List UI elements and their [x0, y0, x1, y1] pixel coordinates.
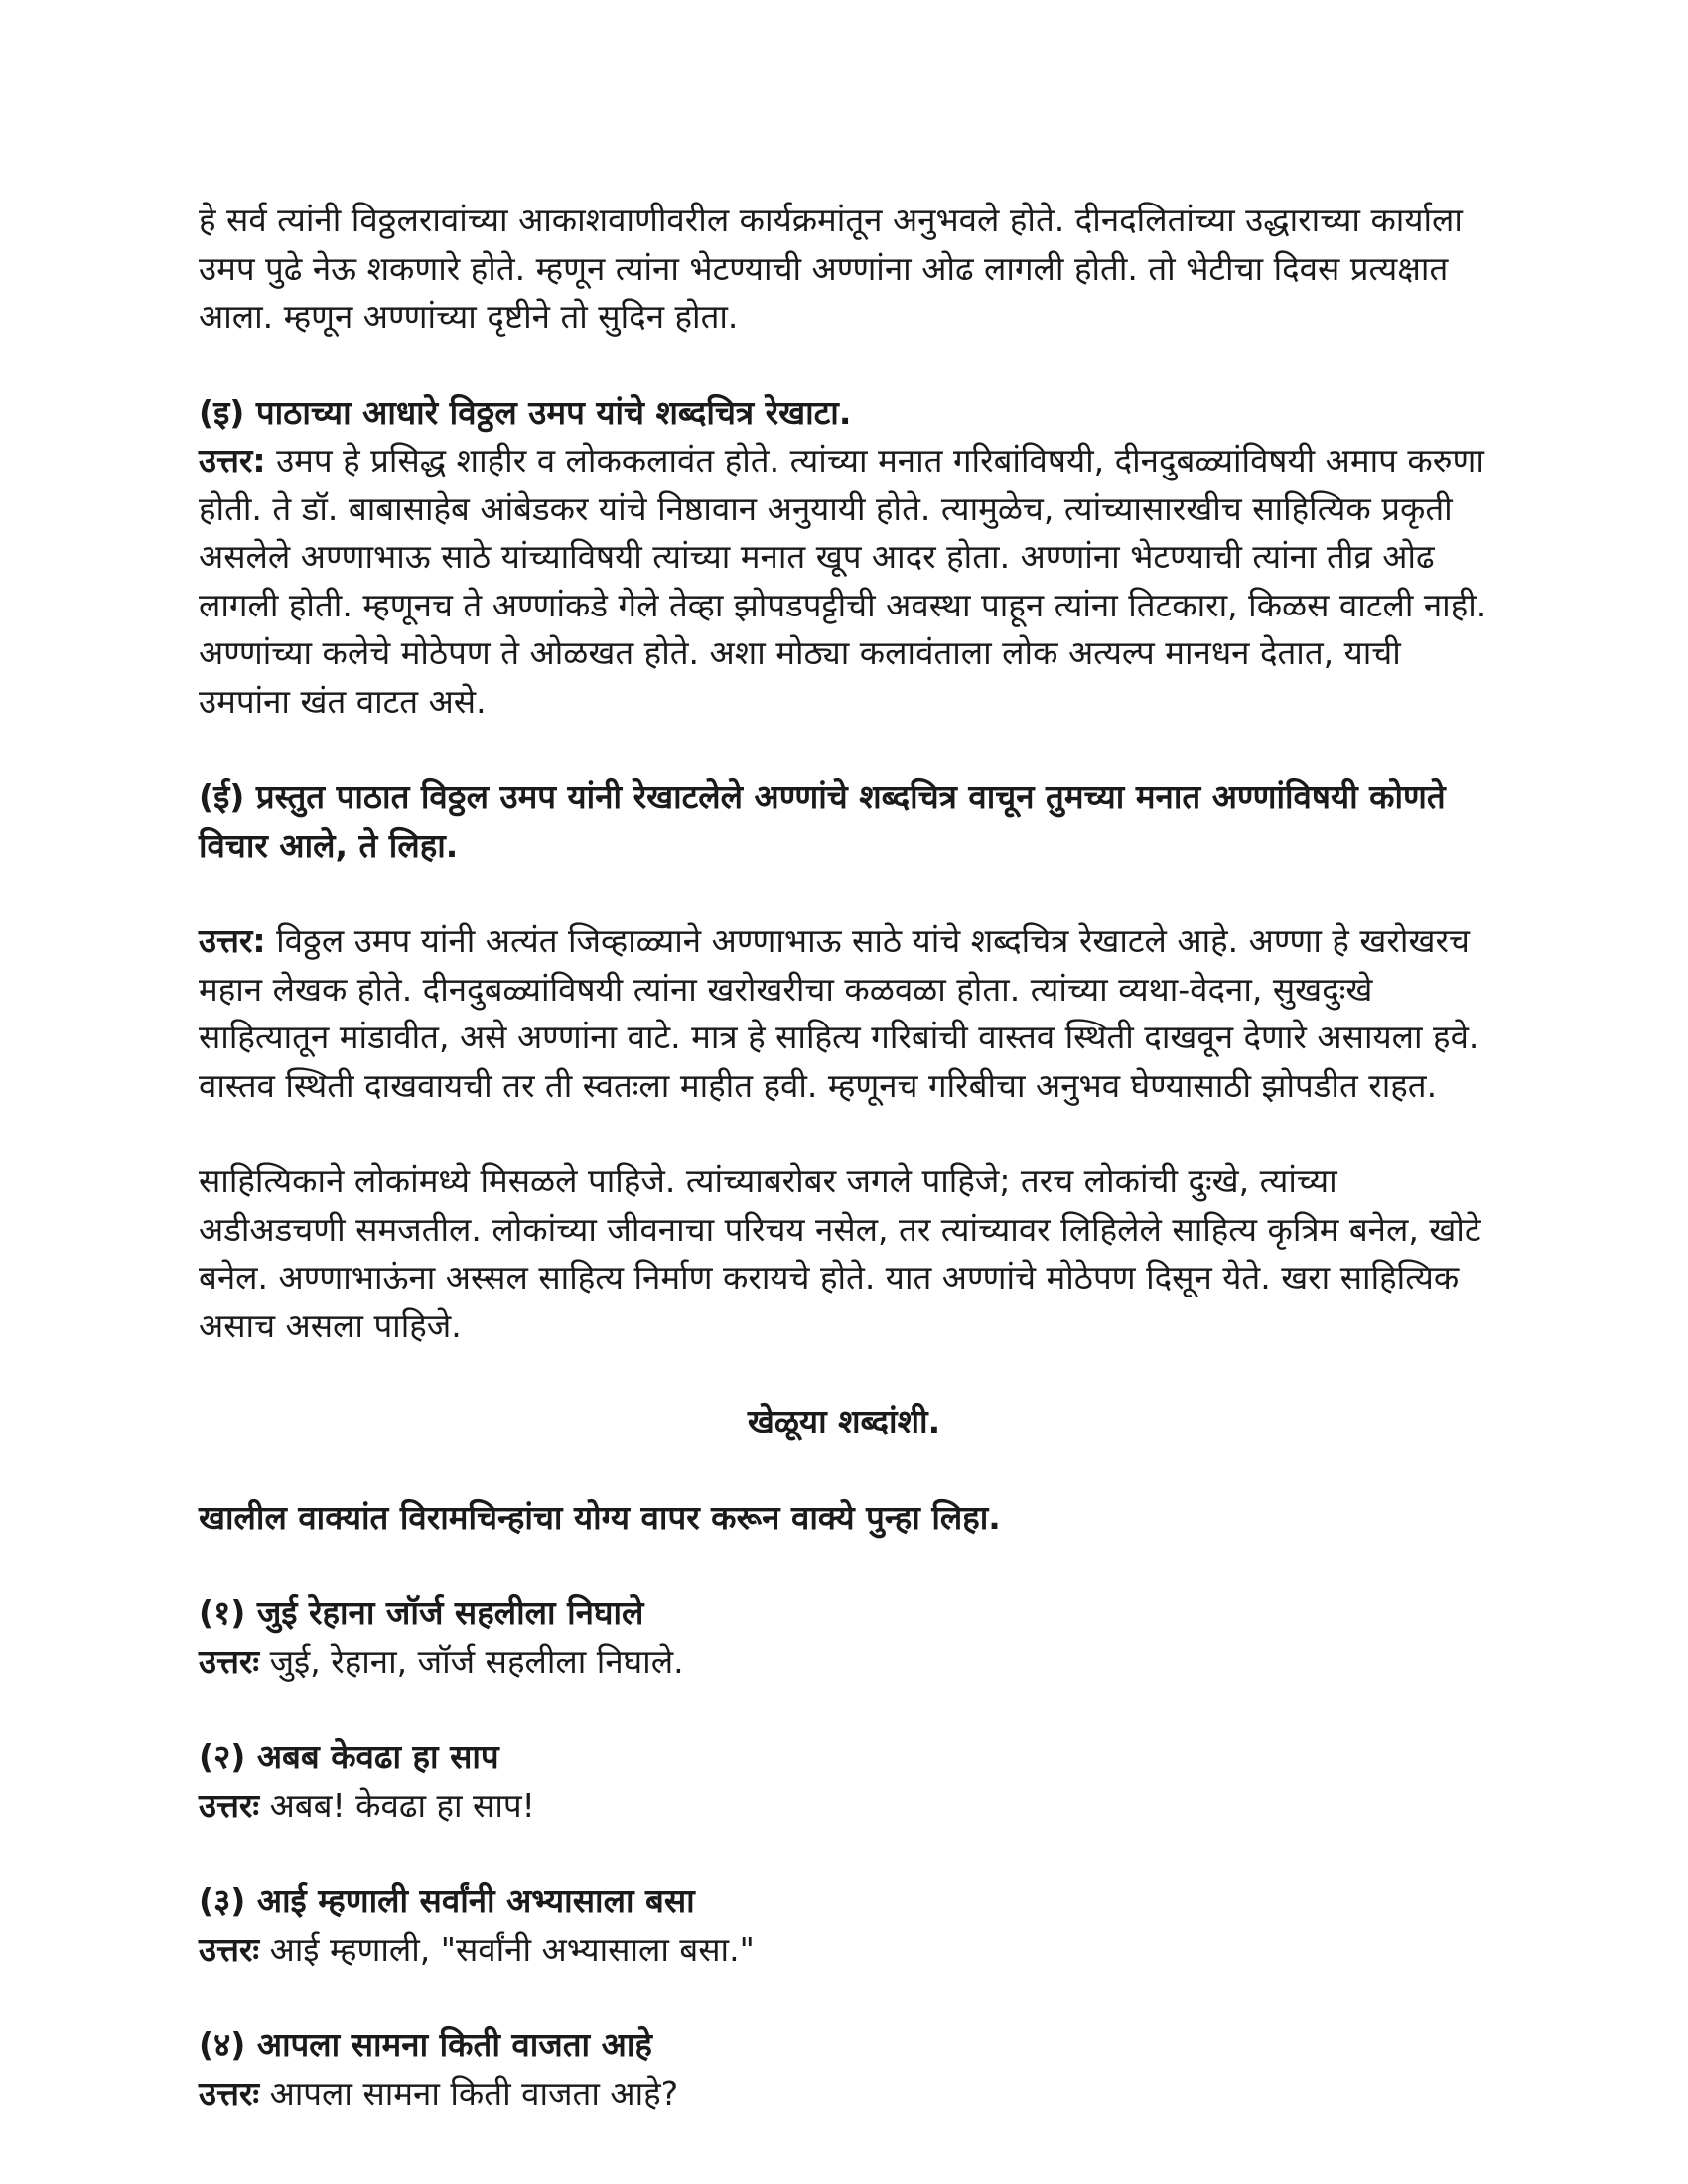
instruction: खालील वाक्यांत विरामचिन्हांचा योग्य वापर करून वाक्ये पुन्हा लिहा.	[199, 1497, 1001, 1537]
exercise-3-question: (३) आई म्हणाली सर्वांनी अभ्यासाला बसा	[199, 1881, 695, 1920]
document-page	[199, 197, 1489, 2117]
section-title: खेळूया शब्दांशी.	[747, 1402, 941, 1440]
answer-label: उत्तरः	[199, 1785, 260, 1825]
exercise-2-question: (२) अबब केवढा हा साप	[199, 1737, 499, 1776]
exercise-1-answer-text: जुई, रेहाना, जॉर्ज सहलीला निघाले.	[269, 1641, 684, 1681]
exercise-2-answer	[199, 1782, 1489, 1831]
exercise-1-answer	[199, 1638, 1489, 1687]
answer-3	[199, 437, 1489, 726]
exercise-4-answer-text: आपला सामना किती वाजता आहे?	[269, 2073, 679, 2113]
answer-label: उत्तरः	[199, 1641, 260, 1681]
intro-paragraph: हे सर्व त्यांनी विठ्ठलरावांच्या आकाशवाणीवरील कार्यक्रमांतून अनुभवले होते. दीनदलितांच्या उद्धाराच्या कार्याला उमप पुढे नेऊ शकणारे होते. म्हणून त्यांना भेटण्याची अण्णांना ओढ लागली होती. तो भेटीचा दिवस प्रत्यक्षात आला. म्हणून अण्णांच्या दृष्टीने तो सुदिन होता.	[199, 201, 1463, 336]
exercise-2-answer-text: अबब! केवढा हा साप!	[269, 1785, 535, 1825]
question-4: (ई) प्रस्तुत पाठात विठ्ठल उमप यांनी रेखाटलेले अण्णांचे शब्दचित्र वाचून तुमच्या मनात अण्णांविषयी कोणते विचार आले, ते लिहा.	[199, 777, 1446, 865]
answer-3-text: उमप हे प्रसिद्ध शाहीर व लोककलावंत होते. त्यांच्या मनात गरिबांविषयी, दीनदुबळ्यांविषयी अमाप करुणा होती. ते डॉ. बाबासाहेब आंबेडकर यांचे निष्ठावान अनुयायी होते. त्यामुळेच, त्यांच्यासारखीच साहित्यिक प्रकृती असलेले अण्णाभाऊ साठे यांच्याविषयी त्यांच्या मनात खूप आदर होता. अण्णांना भेटण्याची त्यांना तीव्र ओढ लागली होती. म्हणूनच ते अण्णांकडे गेले तेव्हा झोपडपट्टीची अवस्था पाहून त्यांना तिटकारा, किळस वाटली नाही. अण्णांच्या कलेचे मोठेपण ते ओळखत होते. अशा मोठ्या कलावंताला लोक अत्यल्प मानधन देतात, याची उमपांना खंत वाटत असे.	[199, 441, 1487, 721]
answer-label: उत्तरः	[199, 1929, 260, 1969]
answer-4-paragraph-2: साहित्यिकाने लोकांमध्ये मिसळले पाहिजे. त्यांच्याबरोबर जगले पाहिजे; तरच लोकांची दुःखे, त्यांच्या अडीअडचणी समजतील. लोकांच्या जीवनाचा परिचय नसेल, तर त्यांच्यावर लिहिलेले साहित्य कृत्रिम बनेल, खोटे बनेल. अण्णाभाऊंना अस्सल साहित्य निर्माण करायचे होते. यात अण्णांचे मोठेपण दिसून येते. खरा साहित्यिक असाच असला पाहिजे.	[199, 1161, 1481, 1345]
exercise-3-answer	[199, 1926, 1489, 1975]
exercise-1-question: (१) जुई रेहाना जॉर्ज सहलीला निघाले	[199, 1593, 644, 1632]
exercise-4-question: (४) आपला सामना किती वाजता आहे	[199, 2025, 652, 2064]
exercise-4-answer	[199, 2070, 1489, 2118]
answer-label: उत्तरः	[199, 2073, 260, 2113]
answer-label: उत्तर:	[199, 921, 266, 960]
exercise-3-answer-text: आई म्हणाली, "सर्वांनी अभ्यासाला बसा."	[269, 1929, 755, 1969]
question-3: (इ) पाठाच्या आधारे विठ्ठल उमप यांचे शब्दचित्र रेखाटा.	[199, 392, 852, 432]
answer-4-text: विठ्ठल उमप यांनी अत्यंत जिव्हाळ्याने अण्णाभाऊ साठे यांचे शब्दचित्र रेखाटले आहे. अण्णा हे खरोखरच महान लेखक होते. दीनदुबळ्यांविषयी त्यांना खरोखरीचा कळवळा होता. त्यांच्या व्यथा-वेदना, सुखदुःखे साहित्यातून मांडावीत, असे अण्णांना वाटे. मात्र हे साहित्य गरिबांची वास्तव स्थिती दाखवून देणारे असायला हवे. वास्तव स्थिती दाखवायची तर ती स्वतःला माहीत हवी. म्हणूनच गरिबीचा अनुभव घेण्यासाठी झोपडीत राहत.	[199, 921, 1479, 1105]
answer-label: उत्तर:	[199, 441, 266, 479]
answer-4	[199, 917, 1489, 1110]
